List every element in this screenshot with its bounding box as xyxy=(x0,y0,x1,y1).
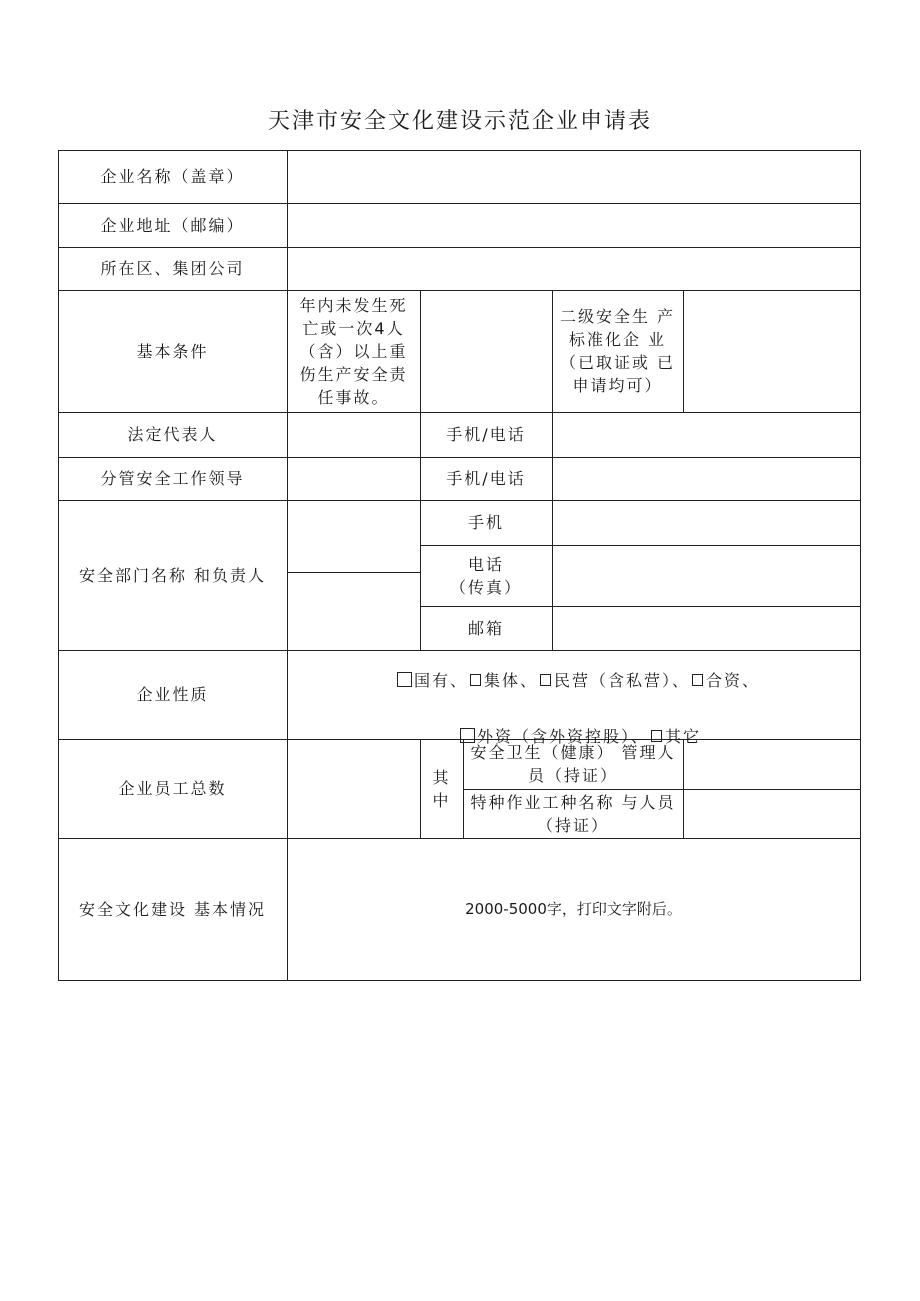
no-accident-field[interactable] xyxy=(421,291,552,412)
telephone-fax-field[interactable] xyxy=(553,546,860,606)
phone-tel-1-field[interactable] xyxy=(553,413,860,457)
mobile-field[interactable] xyxy=(553,501,860,545)
checkbox-state-owned-icon[interactable] xyxy=(397,672,412,687)
label-company-name: 企业名称（盖章） xyxy=(100,167,245,186)
company-nature-options xyxy=(287,650,860,746)
phone-tel-2-field[interactable] xyxy=(553,458,860,500)
standardization-condition: 二级安全生 产 标准化企 业 （已取证或 已 申请均可） xyxy=(559,307,676,395)
nature-line-1 xyxy=(387,639,760,695)
option-state-owned: 国有、 xyxy=(413,670,468,690)
special-operations-field[interactable] xyxy=(684,790,860,838)
label-phone-tel-2: 手机/电话 xyxy=(446,469,526,488)
checkbox-collective-icon[interactable] xyxy=(470,674,481,686)
employees-total-field[interactable] xyxy=(288,740,420,838)
no-accident-condition: 年内未发生死 亡或一次4人 （含）以上重 伤生产安全责 任事故。 xyxy=(299,295,408,407)
label-district-group: 所在区、集团公司 xyxy=(100,259,245,278)
label-of-which: 其 中 xyxy=(432,767,451,810)
label-culture-building: 安全文化建设 基本情况 xyxy=(78,899,267,919)
option-joint: 合资、 xyxy=(706,670,761,690)
label-basic-conditions: 基本条件 xyxy=(136,341,209,361)
district-group-field[interactable] xyxy=(288,248,860,290)
legal-rep-field[interactable] xyxy=(288,413,420,457)
checkbox-private-icon[interactable] xyxy=(540,674,551,686)
label-company-nature: 企业性质 xyxy=(136,685,209,704)
label-legal-rep: 法定代表人 xyxy=(127,425,218,444)
company-address-field[interactable] xyxy=(288,204,860,247)
label-mobile: 手机 xyxy=(467,513,504,532)
culture-building-note: 2000-5000字，打印文字附后。 xyxy=(465,899,682,918)
label-company-address: 企业地址（邮编） xyxy=(100,215,245,235)
label-telephone-fax: 电话 （传真） xyxy=(449,554,522,597)
safety-health-managers-field[interactable] xyxy=(684,740,860,789)
option-foreign: 外资（含外资控股）、 xyxy=(476,726,649,746)
label-special-operations: 特种作业工种名称 与人员 （持证） xyxy=(470,792,676,835)
standardization-field[interactable] xyxy=(684,291,860,412)
checkbox-joint-icon[interactable] xyxy=(692,674,703,686)
option-other: 其它 xyxy=(665,726,702,746)
safety-dept-name-field[interactable] xyxy=(288,501,420,572)
label-phone-tel-1: 手机/电话 xyxy=(446,425,526,444)
label-safety-health-managers: 安全卫生（健康） 管理人 员（持证） xyxy=(470,743,676,785)
label-safety-dept: 安全部门名称 和负责人 xyxy=(78,565,267,585)
label-safety-leader: 分管安全工作领导 xyxy=(100,469,245,488)
label-email: 邮箱 xyxy=(467,618,504,638)
form-title: 天津市安全文化建设示范企业申请表 xyxy=(267,109,652,134)
company-name-field[interactable] xyxy=(288,151,860,203)
option-private: 民营（含私营）、 xyxy=(554,670,691,690)
safety-leader-field[interactable] xyxy=(288,458,420,500)
option-collective: 集体、 xyxy=(483,670,538,690)
label-employees-total: 企业员工总数 xyxy=(118,779,227,798)
